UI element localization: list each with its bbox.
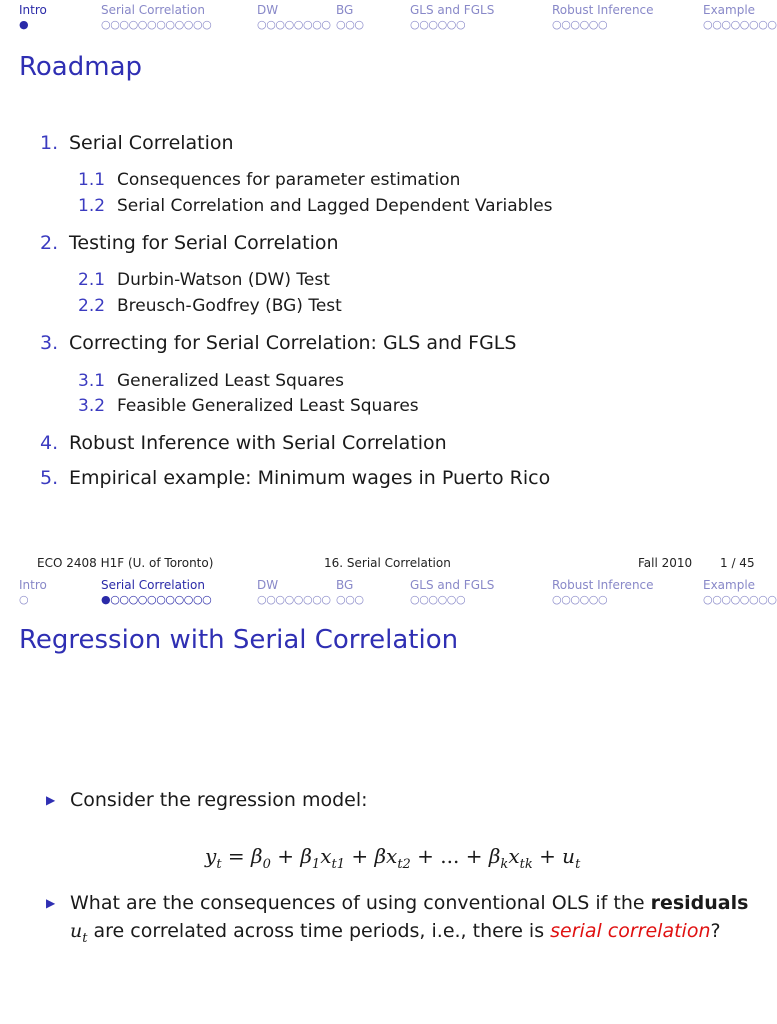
footer-lecture-title: 16. Serial Correlation <box>324 556 451 570</box>
slide-regression <box>0 575 777 1024</box>
nav-label: BG <box>336 3 354 17</box>
nav-progress-dots: ●○○○○○○○○○○○ <box>101 593 212 606</box>
regression-equation <box>205 844 580 872</box>
toc-text: Serial Correlation <box>69 132 234 154</box>
toc-number: 1.1 <box>78 170 106 190</box>
frame-title: Roadmap <box>19 52 143 82</box>
toc-text: Empirical example: Minimum wages in Puerto Rico <box>69 467 551 489</box>
toc-text: Serial Correlation and Lagged Dependent Variables <box>117 196 553 216</box>
nav-section-intro[interactable] <box>19 3 47 31</box>
nav-section-gls-fgls[interactable] <box>410 578 494 606</box>
nav-progress-dots: ○○○ <box>336 18 364 31</box>
section-navbar <box>0 0 777 36</box>
bullet-continuation <box>70 920 721 946</box>
toc-section[interactable] <box>40 132 234 154</box>
bullet-text: are correlated across time periods, i.e., there is <box>87 920 551 942</box>
toc-number: 1.2 <box>78 196 106 216</box>
nav-section-intro[interactable] <box>19 578 47 606</box>
toc-text: Testing for Serial Correlation <box>69 232 339 254</box>
toc-number: 3.1 <box>78 371 106 391</box>
nav-section-robust-inference[interactable] <box>552 3 654 31</box>
toc-number: 5. <box>40 467 59 489</box>
nav-section-bg[interactable] <box>336 3 364 31</box>
bullet-triangle-icon: ▶ <box>46 793 56 807</box>
nav-progress-dots: ○○○○○○○○ <box>257 18 331 31</box>
nav-label: Example <box>703 3 756 17</box>
toc-section[interactable] <box>40 332 516 354</box>
toc-number: 2.2 <box>78 296 106 316</box>
nav-label: DW <box>257 3 279 17</box>
nav-label: Example <box>703 578 756 592</box>
math-subscript: t <box>82 930 88 946</box>
equation-text: $y_t = \beta_0 + \beta_1x_{t1} + \beta x_{t2}$ + ... + $\beta_kx_{tk} + u_t$ <box>205 844 581 872</box>
nav-label: Robust Inference <box>552 578 654 592</box>
nav-progress-dots: ● <box>19 18 29 31</box>
nav-label: Serial Correlation <box>101 578 205 592</box>
bullet-bold-term: residuals <box>650 892 749 914</box>
nav-label: DW <box>257 578 279 592</box>
nav-label: Robust Inference <box>552 3 654 17</box>
nav-progress-dots: ○○○○○○ <box>410 593 466 606</box>
toc-text: Durbin-Watson (DW) Test <box>117 270 330 290</box>
frame-title: Regression with Serial Correlation <box>19 625 459 655</box>
toc-section[interactable] <box>40 232 339 254</box>
toc-number: 3.2 <box>78 396 106 416</box>
nav-progress-dots: ○○○○○○ <box>410 18 466 31</box>
nav-section-robust-inference[interactable] <box>552 578 654 606</box>
footer-course: ECO 2408 H1F (U. of Toronto) <box>37 556 214 570</box>
footer-term: Fall 2010 <box>638 556 693 570</box>
toc-subsection[interactable] <box>78 296 342 316</box>
slide-footer <box>0 556 768 574</box>
section-navbar <box>0 575 777 611</box>
bullet-triangle-icon: ▶ <box>46 896 56 910</box>
bullet-text: What are the consequences of using conventional OLS if the <box>70 892 645 914</box>
toc-text: Generalized Least Squares <box>117 371 344 391</box>
toc-subsection[interactable] <box>78 371 344 391</box>
toc-subsection[interactable] <box>78 396 419 416</box>
toc-subsection[interactable] <box>78 270 330 290</box>
nav-progress-dots: ○○○○○○○○ <box>703 18 777 31</box>
nav-label: GLS and FGLS <box>410 578 495 592</box>
alert-term: serial correlation <box>550 920 711 942</box>
bullet-item <box>46 892 748 914</box>
footer-page-number: 1 / 45 <box>720 556 755 570</box>
toc-number: 4. <box>40 432 59 454</box>
toc-subsection[interactable] <box>78 196 553 216</box>
nav-section-serial-correlation[interactable] <box>101 3 211 31</box>
nav-progress-dots: ○○○○○○ <box>552 593 608 606</box>
nav-label: Serial Correlation <box>101 3 205 17</box>
toc-section[interactable] <box>40 467 550 489</box>
toc-text: Correcting for Serial Correlation: GLS and FGLS <box>69 332 517 354</box>
nav-label: Intro <box>19 3 47 17</box>
bullet-item <box>46 789 368 811</box>
nav-section-gls-fgls[interactable] <box>410 3 494 31</box>
toc-text: Feasible Generalized Least Squares <box>117 396 419 416</box>
nav-progress-dots: ○○○○○○○○ <box>703 593 777 606</box>
toc-number: 2. <box>40 232 59 254</box>
nav-section-example[interactable] <box>703 3 777 31</box>
toc-number: 2.1 <box>78 270 106 290</box>
toc-subsection[interactable] <box>78 170 460 190</box>
math-var: u <box>70 920 83 942</box>
bullet-text-end: ? <box>710 920 721 942</box>
nav-section-example[interactable] <box>703 578 777 606</box>
nav-progress-dots: ○○○○○○○○○○○○ <box>101 18 212 31</box>
toc-section[interactable] <box>40 432 447 454</box>
nav-label: BG <box>336 578 354 592</box>
toc-text: Breusch-Godfrey (BG) Test <box>117 296 342 316</box>
nav-label: Intro <box>19 578 47 592</box>
nav-section-serial-correlation[interactable] <box>101 578 211 606</box>
nav-progress-dots: ○ <box>19 593 29 606</box>
nav-section-dw[interactable] <box>257 3 331 31</box>
toc-text: Robust Inference with Serial Correlation <box>69 432 447 454</box>
nav-section-bg[interactable] <box>336 578 364 606</box>
nav-section-dw[interactable] <box>257 578 331 606</box>
toc-text: Consequences for parameter estimation <box>117 170 461 190</box>
toc-number: 3. <box>40 332 59 354</box>
nav-progress-dots: ○○○○○○○○ <box>257 593 331 606</box>
nav-label: GLS and FGLS <box>410 3 495 17</box>
nav-progress-dots: ○○○○○○ <box>552 18 608 31</box>
nav-progress-dots: ○○○ <box>336 593 364 606</box>
toc-number: 1. <box>40 132 59 154</box>
bullet-text: Consider the regression model: <box>70 789 368 811</box>
